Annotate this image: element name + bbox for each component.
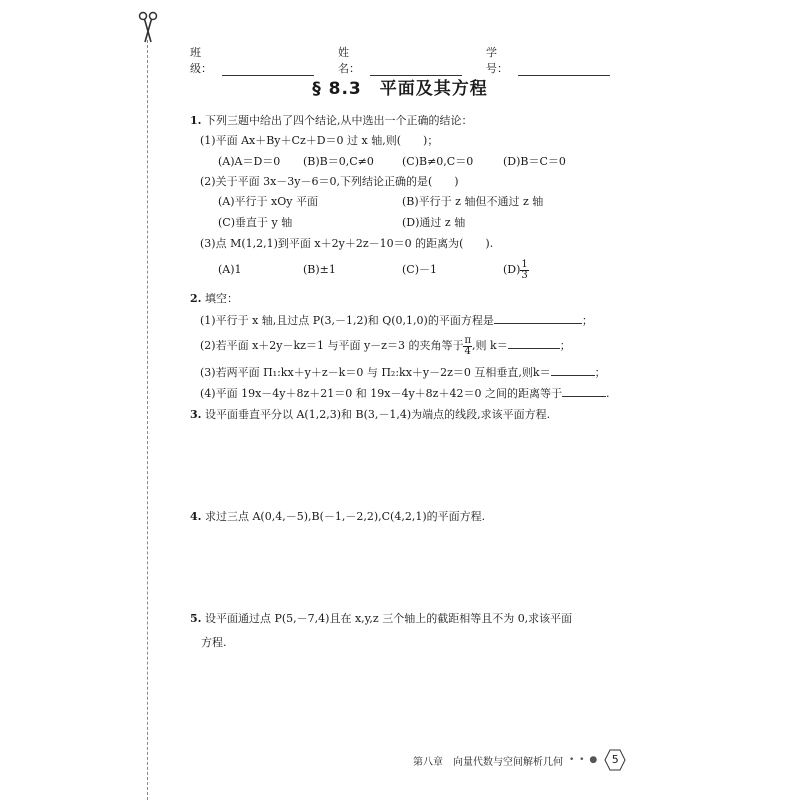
- q2-sub1-end: ；: [581, 314, 593, 327]
- q2-sub2-end: ；: [559, 339, 571, 352]
- q4-answer-area[interactable]: [190, 530, 610, 610]
- scissors-icon: [138, 10, 158, 44]
- q2-number: 2.: [190, 292, 202, 305]
- q3-text: 设平面垂直平分以 A(1,2,3)和 B(3,－1,4)为端点的线段,求该平面方程.: [204, 408, 551, 421]
- q3-number: 3.: [190, 408, 202, 421]
- q1-sub3-option-a[interactable]: (A)1: [218, 263, 242, 276]
- fraction-denominator: 4: [464, 345, 471, 357]
- q2-sub3: [200, 364, 606, 380]
- footer-chapter: 第八章 向量代数与空间解析几何: [413, 756, 563, 768]
- page-number-badge: [604, 749, 626, 771]
- q1-sub2-stem: (2)关于平面 3x－3y－6＝0,下列结论正确的是( ): [200, 175, 459, 188]
- q1-sub3-stem: (3)点 M(1,2,1)到平面 x＋2y＋2z－10＝0 的距离为( ).: [200, 237, 494, 250]
- q1-sub1-option-b[interactable]: (B)B＝0,C≠0: [303, 155, 374, 168]
- q5-text-line2: 方程.: [201, 636, 227, 649]
- q1-sub3-option-d-fraction: [520, 260, 528, 281]
- q5-answer-area[interactable]: [190, 656, 610, 736]
- q5-text: 设平面通过点 P(5,－7,4)且在 x,y,z 三个轴上的截距相等且不为 0,求该平面: [204, 612, 573, 625]
- student-id-field: [486, 44, 610, 76]
- q2-sub4-end: .: [605, 387, 610, 400]
- q2-sub3-end: ；: [594, 366, 606, 379]
- q1-sub2-option-d[interactable]: (D)通过 z 轴: [402, 216, 466, 229]
- q2-sub3-answer-blank[interactable]: [551, 364, 595, 376]
- name-field: [338, 44, 462, 76]
- q1-sub2-option-a[interactable]: (A)平行于 xOy 平面: [218, 195, 318, 208]
- q2-sub4: [200, 385, 609, 401]
- fraction-numerator: π: [464, 334, 472, 346]
- class-label: 班级：: [190, 46, 212, 75]
- q4-number: 4.: [190, 510, 202, 523]
- class-field: [190, 44, 314, 76]
- q2-stem-text: 填空：: [204, 292, 238, 305]
- q5-number: 5.: [190, 612, 202, 625]
- q2-sub4-answer-blank[interactable]: [562, 385, 606, 397]
- q2-sub4-text: (4)平面 19x－4y＋8z＋21＝0 和 19x－4y＋8z＋42＝0 之间的距离等于: [200, 387, 562, 400]
- q2-sub2-fraction: [463, 336, 472, 357]
- q2-sub1-text: (1)平行于 x 轴,且过点 P(3,－1,2)和 Q(0,1,0)的平面方程是: [200, 314, 494, 327]
- q2-sub2-text: (2)若平面 x＋2y－kz＝1 与平面 y－z＝3 的夹角等于: [200, 339, 464, 352]
- q2-sub3-text: (3)若两平面 Π₁:kx＋y＋z－k＝0 与 Π₂:kx＋y－2z＝0 互相垂直,则k＝: [200, 366, 551, 379]
- page-footer: [413, 749, 626, 771]
- q1-sub1-option-c[interactable]: (C)B≠0,C＝0: [402, 155, 474, 168]
- q4: [190, 510, 485, 524]
- cut-line: [147, 40, 148, 800]
- q1-number: 1.: [190, 114, 202, 127]
- page-title: § 8.3 平面及其方程: [312, 79, 488, 99]
- student-info-row: [190, 44, 610, 76]
- q5: [190, 612, 572, 626]
- q1-stem-text: 下列三题中给出了四个结论,从中选出一个正确的结论：: [204, 114, 473, 127]
- q1-stem: [190, 114, 472, 128]
- name-label: 姓名：: [338, 46, 360, 75]
- q3-answer-area[interactable]: [190, 428, 610, 508]
- fraction-numerator: 1: [521, 258, 528, 270]
- fraction-denominator: 3: [521, 269, 528, 281]
- q1-sub1-option-d[interactable]: (D)B＝C＝0: [503, 155, 566, 168]
- q1-sub1-stem: (1)平面 Ax＋By＋Cz＋D＝0 过 x 轴,则( )；: [200, 134, 439, 147]
- q1-sub1-option-a[interactable]: (A)A＝D＝0: [218, 155, 281, 168]
- student-id-label: 学号：: [486, 46, 508, 75]
- q1-sub3-option-b[interactable]: (B)±1: [303, 263, 336, 276]
- q2-sub1: [200, 312, 593, 328]
- q1-sub3-option-c[interactable]: (C)－1: [402, 263, 437, 276]
- page-number: 5: [611, 753, 619, 766]
- q1-sub2-option-c[interactable]: (C)垂直于 y 轴: [218, 216, 293, 229]
- q2-sub1-answer-blank[interactable]: [494, 312, 582, 324]
- q2-sub2-after: ,则 k＝: [472, 339, 508, 352]
- q2-sub2-answer-blank[interactable]: [508, 337, 560, 349]
- q3: [190, 408, 550, 422]
- q1-sub2-option-b[interactable]: (B)平行于 z 轴但不通过 z 轴: [402, 195, 544, 208]
- q4-text: 求过三点 A(0,4,－5),B(－1,－2,2),C(4,2,1)的平面方程.: [204, 510, 486, 523]
- q2-stem: [190, 292, 238, 306]
- q1-sub3-option-d-prefix: (D): [503, 263, 521, 276]
- q2-sub2: [200, 333, 571, 359]
- q1-sub3-option-d[interactable]: [503, 257, 529, 283]
- footer-dots-icon: • • ●: [569, 755, 599, 765]
